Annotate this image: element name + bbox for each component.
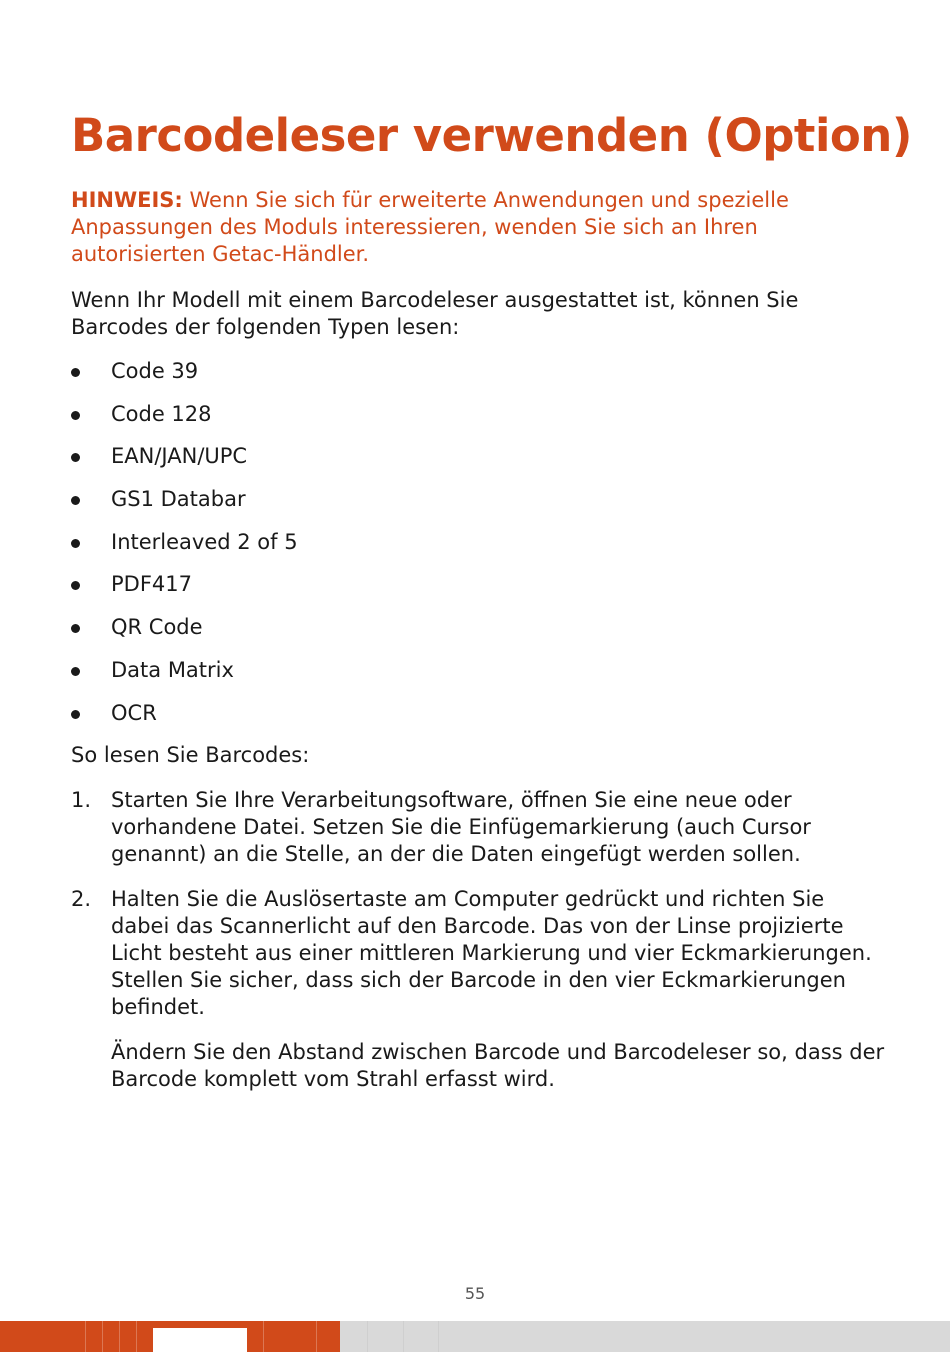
page-number: 55: [464, 1284, 486, 1303]
footer-divider: [403, 1321, 404, 1352]
note-box: [71, 187, 886, 268]
list-item: OCR: [71, 700, 886, 727]
bullet-icon: [71, 581, 80, 590]
barcode-type-list: [71, 358, 886, 727]
bullet-icon: [71, 667, 80, 676]
list-item: PDF417: [71, 571, 886, 598]
steps-list: [71, 787, 886, 1093]
step-subtext: Ändern Sie den Abstand zwischen Barcode und Barcodeleser so, dass der Barcode komplett vom Strahl erfasst wird.: [111, 1040, 885, 1092]
footer-divider: [263, 1321, 264, 1352]
list-item: QR Code: [71, 614, 886, 641]
intro-paragraph: Wenn Ihr Modell mit einem Barcodeleser ausgestattet ist, können Sie Barcodes der folgenden Typen lesen:: [71, 288, 799, 339]
page-title: Barcodeleser verwenden (Option): [71, 109, 912, 162]
list-item: Data Matrix: [71, 657, 886, 684]
note-label: HINWEIS:: [71, 188, 183, 212]
page-content: [71, 105, 912, 1111]
step-text: Starten Sie Ihre Verarbeitungsoftware, öffnen Sie eine neue oder vorhandene Datei. Setzen Sie die Einfügemarkierung (auch Cursor genannt) an die Stelle, an der die Daten eingefügt werden sollen.: [111, 788, 811, 867]
list-item: Interleaved 2 of 5: [71, 529, 886, 556]
footer-divider: [438, 1321, 439, 1352]
step-number: 2.: [71, 887, 92, 912]
bullet-icon: [71, 539, 80, 548]
step-text: Halten Sie die Auslösertaste am Computer gedrückt und richten Sie dabei das Scannerlicht auf den Barcode. Das von der Linse projizierte Licht besteht aus einer mittleren Markierung und vier Eckmarkierungen. Stellen Sie sicher, dass sich der Barcode in den vier Eckmarkierungen befindet.: [111, 887, 872, 1020]
list-item: Code 39: [71, 358, 886, 385]
footer-divider: [85, 1321, 86, 1352]
how-to-heading: So lesen Sie Barcodes:: [71, 743, 310, 768]
step-number: 1.: [71, 788, 92, 813]
bullet-icon: [71, 368, 80, 377]
step-item: [71, 886, 886, 1093]
step-item: [71, 787, 886, 868]
note-text: Wenn Sie sich für erweiterte Anwendungen und spezielle Anpassungen des Moduls interessieren, wenden Sie sich an Ihren autorisierten Getac-Händler.: [71, 188, 789, 266]
list-item: Code 128: [71, 401, 886, 428]
bullet-icon: [71, 624, 80, 633]
footer-divider: [367, 1321, 368, 1352]
list-item: GS1 Databar: [71, 486, 886, 513]
footer-divider: [316, 1321, 317, 1352]
bullet-icon: [71, 411, 80, 420]
bullet-icon: [71, 710, 80, 719]
footer-white-block: [153, 1328, 247, 1352]
footer-divider: [136, 1321, 137, 1352]
bullet-icon: [71, 453, 80, 462]
footer-divider: [119, 1321, 120, 1352]
footer-divider: [102, 1321, 103, 1352]
list-item: EAN/JAN/UPC: [71, 443, 886, 470]
bullet-icon: [71, 496, 80, 505]
footer-bar: [0, 1321, 950, 1352]
